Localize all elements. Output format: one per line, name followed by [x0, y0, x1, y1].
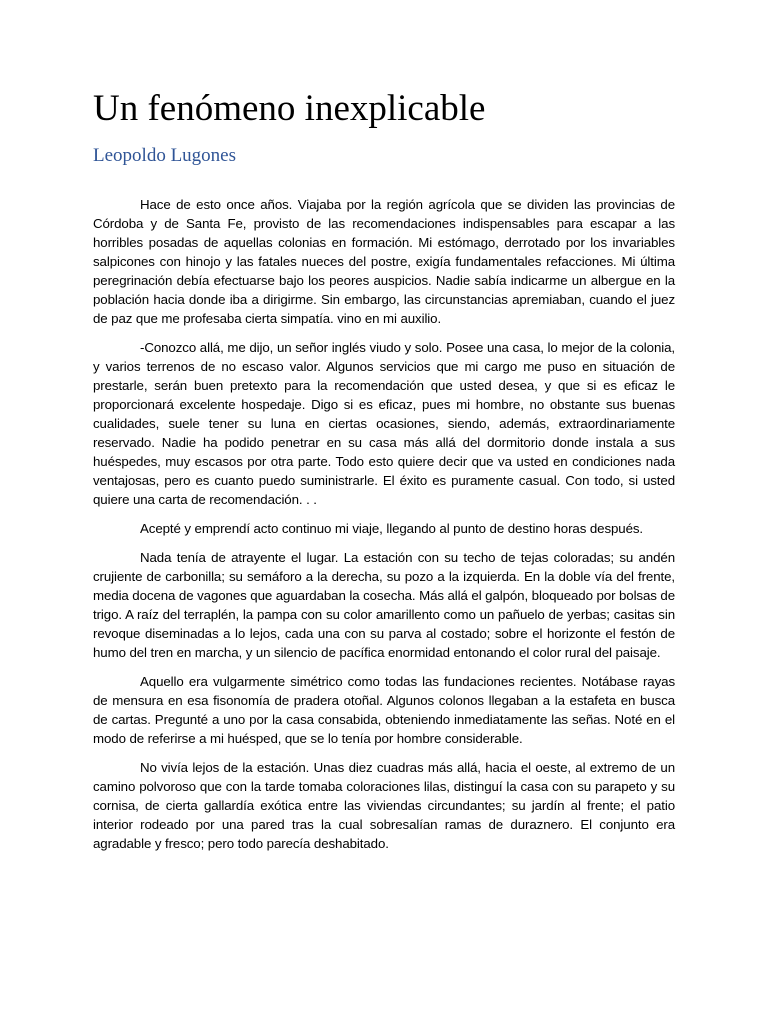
document-title: Un fenómeno inexplicable: [93, 88, 486, 129]
paragraph: Nada tenía de atrayente el lugar. La estación con su techo de tejas coloradas; su andén crujiente de carbonilla; su semáforo a la derecha, su pozo a la izquierda. En la doble vía del frente, media docena de vagones que aguardaban la cosecha. Más allá el galpón, bloqueado por bolsas de trigo. A raíz del terraplén, la pampa con su color amarillento como un pañuelo de yerbas; casitas sin revoque diseminadas a lo lejos, cada una con su parva al costado; sobre el horizonte el festón de humo del tren en marcha, y un silencio de pacífica enormidad entonando el color rural del paisaje.: [93, 550, 676, 660]
paragraph: Acepté y emprendí acto continuo mi viaje, llegando al punto de destino horas después.: [140, 521, 644, 536]
document-body: [93, 195, 675, 863]
paragraph: Hace de esto once años. Viajaba por la región agrícola que se dividen las provincias de Córdoba y de Santa Fe, provisto de las recomendaciones indispensables para escapar a las horribles posadas de aquellas colonias en formación. Mi estómago, derrotado por los invariables salpicones con hinojo y las fatales nueces del postre, exigía fundamentales refacciones. Mi última peregrinación debía efectuarse bajo los peores auspicios. Nadie sabía indicarme un albergue en la población hacia donde iba a dirigirme. Sin embargo, las circunstancias apremiaban, cuando el juez de paz que me profesaba cierta simpatía. vino en mi auxilio.: [93, 197, 675, 326]
document-author: Leopoldo Lugones: [93, 145, 237, 166]
paragraph: Aquello era vulgarmente simétrico como todas las fundaciones recientes. Notábase rayas de mensura en esa fisonomía de pradera otoñal. Algunos colonos llegaban a la estafeta en busca de cartas. Pregunté a uno por la casa consabida, obteniendo inmediatamente las señas. Noté en el modo de referirse a mi huésped, que se lo tenía por hombre considerable.: [93, 674, 675, 746]
paragraph: No vivía lejos de la estación. Unas diez cuadras más allá, hacia el oeste, al extremo de un camino polvoroso que con la tarde tomaba coloraciones lilas, distinguí la casa con su parapeto y su cornisa, de cierta gallardía exótica entre las viviendas circundantes; su jardín al frente; el patio interior rodeado por una pared tras la cual sobresalían ramas de duraznero. El conjunto era agradable y fresco; pero todo parecía deshabitado.: [93, 760, 675, 851]
paragraph: -Conozco allá, me dijo, un señor inglés viudo y solo. Posee una casa, lo mejor de la colonia, y varios terrenos de no escaso valor. Algunos servicios que mi cargo me puso en situación de prestarle, serán buen pretexto para la recomendación que usted desea, y que si es eficaz le proporcionará excelente hospedaje. Digo si es eficaz, pues mi hombre, no obstante sus buenas cualidades, suele tener su luna en ciertas ocasiones, siendo, además, extraordinariamente reservado. Nadie ha podido penetrar en su casa más allá del dormitorio donde instala a sus huéspedes, muy escasos por otra parte. Todo esto quiere decir que va usted en condiciones nada ventajosas, pero es cuanto puedo suministrarle. El éxito es puramente casual. Con todo, si usted quiere una carta de recomendación. . .: [93, 340, 675, 507]
